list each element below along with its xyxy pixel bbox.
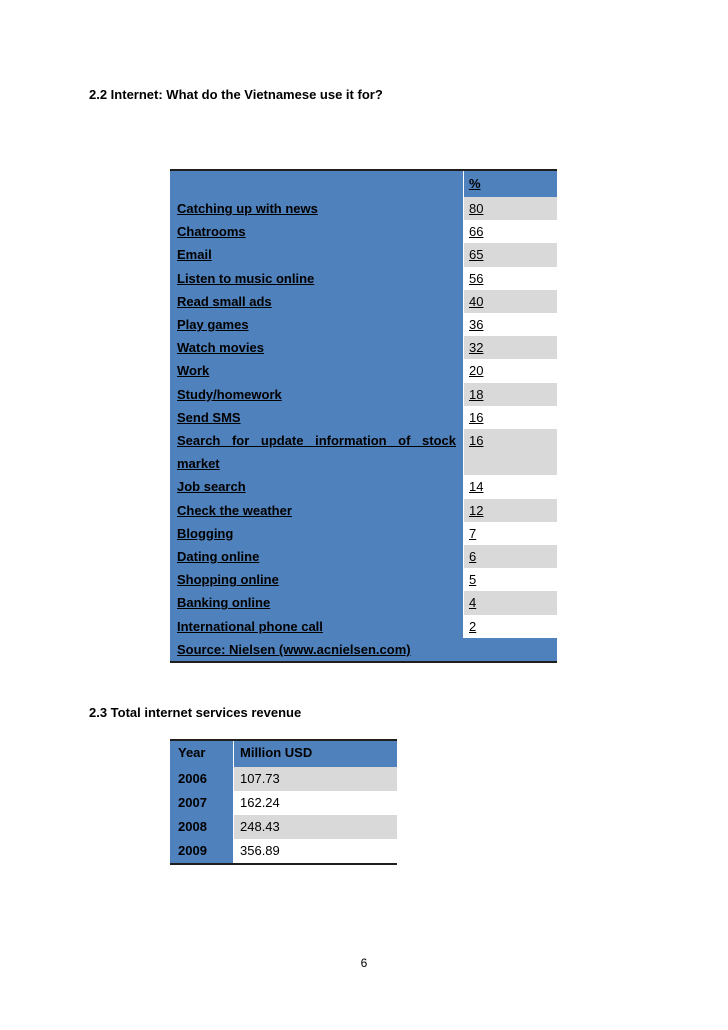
table-row bbox=[170, 791, 397, 815]
table-row bbox=[170, 475, 557, 498]
percent-value: 2 bbox=[469, 618, 477, 634]
page-number: 6 bbox=[360, 956, 368, 970]
activity-label: Listen to music online bbox=[177, 270, 315, 286]
activity-label-cell bbox=[170, 267, 463, 290]
activity-label: Email bbox=[177, 247, 212, 263]
activity-label: Read small ads bbox=[177, 293, 272, 309]
percent-value: 40 bbox=[469, 293, 484, 309]
activity-label-cell bbox=[170, 336, 463, 359]
activity-label: Check the weather bbox=[177, 502, 292, 518]
percent-value-cell bbox=[463, 197, 557, 220]
activity-label-cell bbox=[170, 220, 463, 243]
percent-value: 18 bbox=[469, 386, 484, 402]
percent-value-cell bbox=[463, 267, 557, 290]
percent-value: 5 bbox=[469, 572, 477, 588]
percent-value-cell bbox=[463, 429, 557, 475]
section-heading-internet-use: 2.2 Internet: What do the Vietnamese use it for? bbox=[89, 87, 383, 102]
year-cell: 2006 bbox=[170, 767, 233, 791]
percent-value-cell bbox=[463, 243, 557, 266]
activity-label: Shopping online bbox=[177, 572, 279, 588]
activity-label: Study/homework bbox=[177, 386, 282, 402]
table-row bbox=[170, 220, 557, 243]
percent-value-cell bbox=[463, 359, 557, 382]
percent-value: 16 bbox=[469, 409, 484, 425]
header-label-cell bbox=[170, 171, 463, 197]
table-row bbox=[170, 290, 557, 313]
table-row bbox=[170, 429, 557, 475]
table-row bbox=[170, 839, 397, 863]
section-heading-revenue: 2.3 Total internet services revenue bbox=[89, 705, 302, 720]
percent-value: 80 bbox=[469, 201, 484, 216]
table-row bbox=[170, 591, 557, 614]
percent-value: 14 bbox=[469, 479, 484, 495]
million-usd-header: Million USD bbox=[233, 741, 397, 767]
percent-value: 32 bbox=[469, 340, 484, 356]
activity-label: Watch movies bbox=[177, 340, 264, 356]
activity-label: Search for update information of stock market bbox=[177, 433, 456, 472]
activity-label: Chatrooms bbox=[177, 224, 246, 240]
percent-value: 36 bbox=[469, 317, 484, 333]
percent-value: 6 bbox=[469, 549, 477, 565]
source-text: Source: Nielsen (www.acnielsen.com) bbox=[177, 641, 411, 657]
table-row bbox=[170, 359, 557, 382]
table-row bbox=[170, 313, 557, 336]
percent-value-cell bbox=[463, 313, 557, 336]
revenue-cell: 248.43 bbox=[233, 815, 397, 839]
year-cell: 2008 bbox=[170, 815, 233, 839]
table-row bbox=[170, 499, 557, 522]
percent-value-cell bbox=[463, 522, 557, 545]
percent-value-cell bbox=[463, 336, 557, 359]
year-cell: 2007 bbox=[170, 791, 233, 815]
percent-value-cell bbox=[463, 383, 557, 406]
table-row bbox=[170, 815, 397, 839]
table-row bbox=[170, 767, 397, 791]
activity-label-cell bbox=[170, 591, 463, 614]
revenue-cell: 107.73 bbox=[233, 767, 397, 791]
percent-value-cell bbox=[463, 220, 557, 243]
table-row bbox=[170, 406, 557, 429]
table-header-row bbox=[170, 171, 557, 197]
percent-value: 7 bbox=[469, 525, 477, 541]
activity-label-cell bbox=[170, 359, 463, 382]
activity-label-cell bbox=[170, 568, 463, 591]
activity-label: Job search bbox=[177, 479, 246, 495]
percent-value-cell bbox=[463, 615, 557, 638]
activity-label-cell bbox=[170, 197, 463, 220]
source-row bbox=[170, 638, 557, 661]
table-row bbox=[170, 383, 557, 406]
activity-label-cell bbox=[170, 383, 463, 406]
percent-value: 65 bbox=[469, 247, 484, 263]
percent-value: 56 bbox=[469, 270, 484, 286]
activity-label-cell bbox=[170, 475, 463, 498]
percent-value: 12 bbox=[469, 502, 484, 518]
percent-header: % bbox=[469, 176, 481, 191]
activity-label: Dating online bbox=[177, 549, 260, 565]
percent-value: 4 bbox=[469, 595, 477, 611]
activity-label: Send SMS bbox=[177, 409, 241, 425]
table-row bbox=[170, 615, 557, 638]
percent-value: 66 bbox=[469, 224, 484, 240]
percent-value-cell bbox=[463, 568, 557, 591]
revenue-cell: 162.24 bbox=[233, 791, 397, 815]
activity-label-cell bbox=[170, 522, 463, 545]
activity-label: Work bbox=[177, 363, 210, 379]
revenue-table bbox=[170, 739, 397, 865]
revenue-cell: 356.89 bbox=[233, 839, 397, 863]
activity-label: Banking online bbox=[177, 595, 271, 611]
table-row bbox=[170, 267, 557, 290]
header-value-cell bbox=[463, 171, 557, 197]
percent-value-cell bbox=[463, 499, 557, 522]
activity-label: Catching up with news bbox=[177, 201, 318, 216]
percent-value-cell bbox=[463, 545, 557, 568]
percent-value-cell bbox=[463, 290, 557, 313]
year-cell: 2009 bbox=[170, 839, 233, 863]
table-row bbox=[170, 545, 557, 568]
source-cell bbox=[170, 638, 557, 661]
activity-label-cell bbox=[170, 290, 463, 313]
percent-value-cell bbox=[463, 406, 557, 429]
percent-value: 16 bbox=[469, 433, 484, 449]
table-row bbox=[170, 243, 557, 266]
activity-label: International phone call bbox=[177, 618, 323, 634]
year-header: Year bbox=[170, 741, 233, 767]
percent-value-cell bbox=[463, 475, 557, 498]
activity-label-cell bbox=[170, 499, 463, 522]
activity-label-cell bbox=[170, 615, 463, 638]
table-row bbox=[170, 522, 557, 545]
percent-value-cell bbox=[463, 591, 557, 614]
internet-use-table bbox=[170, 169, 557, 663]
activity-label-cell bbox=[170, 429, 463, 475]
table-header-row bbox=[170, 741, 397, 767]
activity-label: Play games bbox=[177, 317, 249, 333]
percent-value: 20 bbox=[469, 363, 484, 379]
table-row bbox=[170, 336, 557, 359]
activity-label-cell bbox=[170, 243, 463, 266]
activity-label-cell bbox=[170, 406, 463, 429]
activity-label-cell bbox=[170, 313, 463, 336]
activity-label: Blogging bbox=[177, 525, 234, 541]
activity-label-cell bbox=[170, 545, 463, 568]
table-row bbox=[170, 197, 557, 220]
table-row bbox=[170, 568, 557, 591]
